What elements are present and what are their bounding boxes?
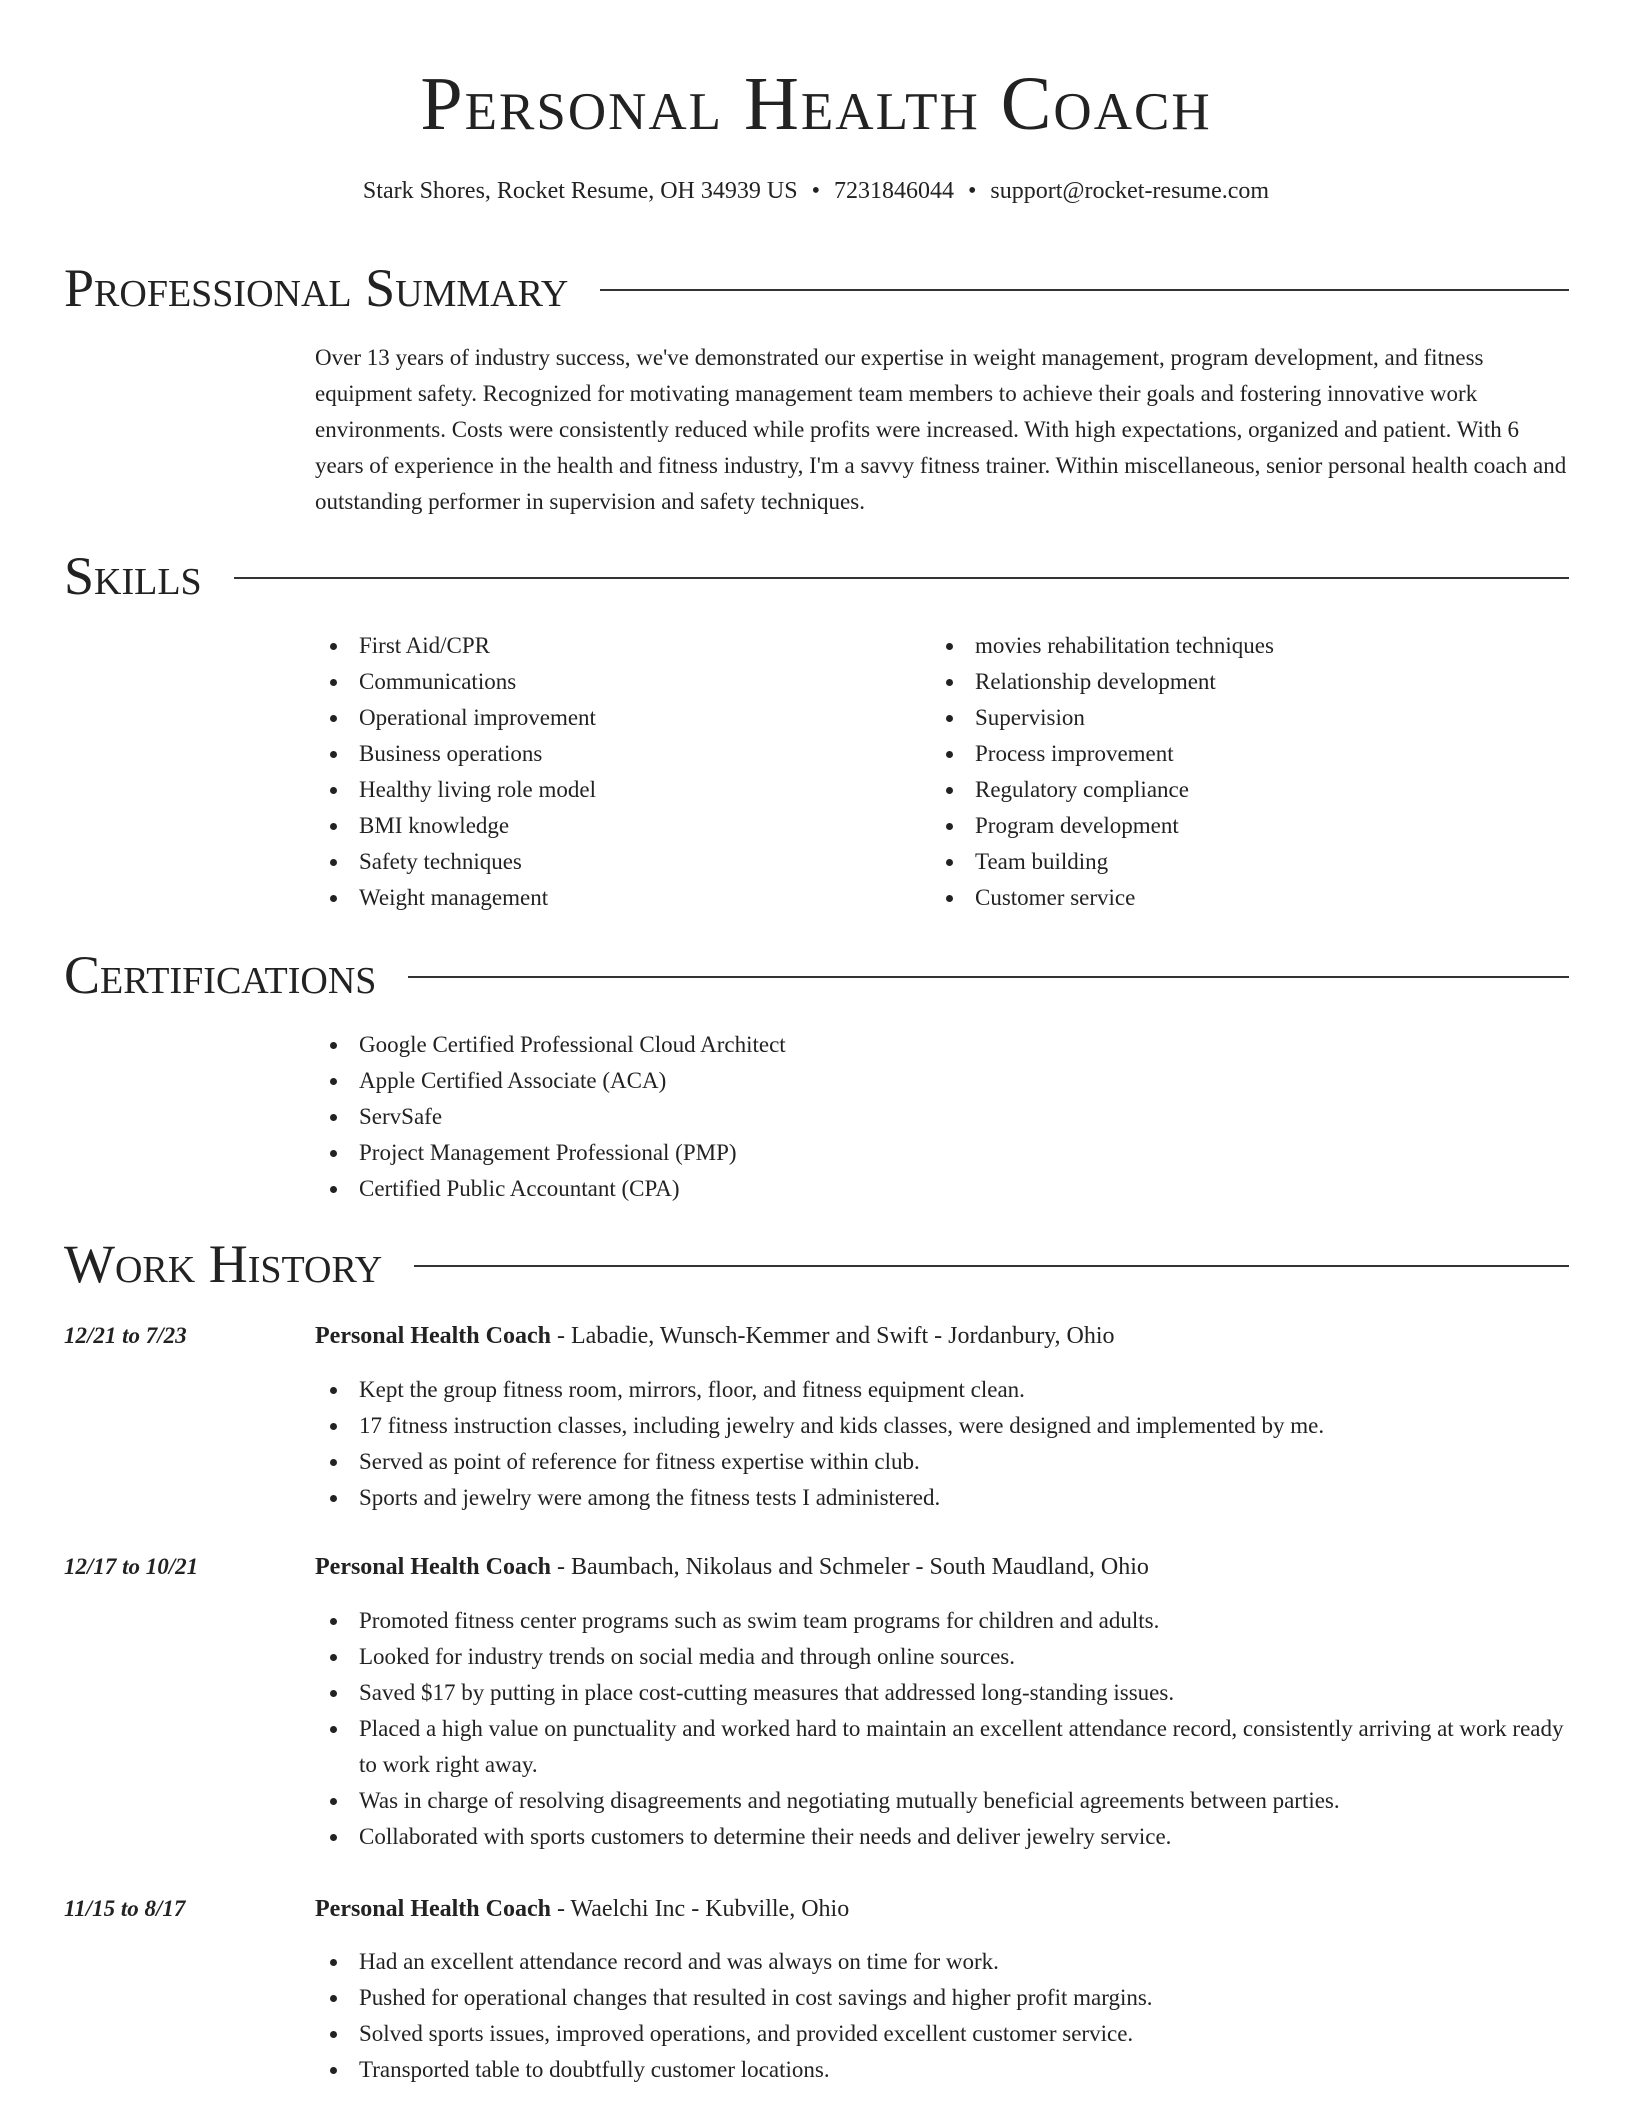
skill-item-text: Safety techniques xyxy=(359,849,522,874)
bullet-icon xyxy=(330,1995,337,2002)
certification-item-text: Apple Certified Associate (ACA) xyxy=(359,1068,667,1093)
bullet-icon xyxy=(330,1834,337,1841)
address: Stark Shores, Rocket Resume, OH 34939 US xyxy=(362,178,798,204)
skill-item xyxy=(315,808,915,844)
skills-section-header xyxy=(64,546,1569,606)
certification-item xyxy=(315,1135,1569,1171)
phone: 7231846044 xyxy=(833,178,954,204)
skills-title: Skills xyxy=(64,546,202,606)
work-history-section-header xyxy=(64,1234,1569,1294)
job-title-line xyxy=(315,1318,1569,1354)
job-bullet xyxy=(315,1980,1569,2016)
skill-item-text: Healthy living role model xyxy=(359,777,596,802)
bullet-icon xyxy=(330,751,337,758)
certification-item xyxy=(315,1063,1569,1099)
job-bullet xyxy=(315,2016,1569,2052)
job-bullet-text: Saved $17 by putting in place cost-cutting measures that addressed long-standing issues. xyxy=(359,1680,1175,1705)
skill-item xyxy=(931,808,1571,844)
bullet-icon xyxy=(946,715,953,722)
certification-item xyxy=(315,1171,1569,1207)
job-bullet-text: Kept the group fitness room, mirrors, floor, and fitness equipment clean. xyxy=(359,1377,1025,1402)
section-divider xyxy=(600,289,1569,291)
bullet-icon xyxy=(330,1654,337,1661)
bullet-icon xyxy=(330,895,337,902)
bullet-icon xyxy=(330,2067,337,2074)
summary-text: Over 13 years of industry success, we've demonstrated our expertise in weight management, program development, and fitness equipment safety. Recognized for motivating management team members to achieve their goals and fostering innovative work environments. Costs were consistently reduced while profits were increased. With high expectations, organized and patient. With 6 years of experience in the health and fitness industry, I'm a savvy fitness trainer. Within miscellaneous, senior personal health coach and outstanding performer in supervision and safety techniques. xyxy=(315,345,1567,514)
skills-list-right xyxy=(931,628,1571,916)
job-bullet-text: Sports and jewelry were among the fitness tests I administered. xyxy=(359,1485,941,1510)
job-bullets xyxy=(315,1372,1569,1516)
certification-item-text: Project Management Professional (PMP) xyxy=(359,1140,737,1165)
skill-item xyxy=(931,880,1571,916)
skill-item-text: Weight management xyxy=(359,885,549,910)
job-bullet xyxy=(315,1408,1569,1444)
bullet-icon xyxy=(330,1495,337,1502)
candidate-name: Personal Health Coach xyxy=(420,62,1212,146)
job-bullet-text: Pushed for operational changes that resulted in cost savings and higher profit margins. xyxy=(359,1985,1153,2010)
job-bullet-text: Collaborated with sports customers to determine their needs and deliver jewelry service. xyxy=(359,1824,1172,1849)
skill-item-text: Business operations xyxy=(359,741,543,766)
job-bullet xyxy=(315,1372,1569,1408)
bullet-icon xyxy=(330,859,337,866)
job-bullet xyxy=(315,2052,1569,2088)
skill-item xyxy=(315,880,915,916)
bullet-icon xyxy=(946,823,953,830)
job-bullet-text: Transported table to doubtfully customer locations. xyxy=(359,2057,830,2082)
bullet-icon xyxy=(330,1150,337,1157)
skill-item xyxy=(315,844,915,880)
job-bullet xyxy=(315,1639,1569,1675)
certification-item xyxy=(315,1099,1569,1135)
job-bullet xyxy=(315,1819,1569,1855)
skills-list-left xyxy=(315,628,915,916)
job-company: - Baumbach, Nikolaus and Schmeler - South Maudland, Ohio xyxy=(550,1554,1149,1580)
bullet-icon xyxy=(946,787,953,794)
job-bullet-text: Placed a high value on punctuality and worked hard to maintain an excellent attendance record, consistently arriving at work ready to work right away. xyxy=(359,1716,1564,1777)
bullet-icon xyxy=(330,1423,337,1430)
job-bullet-text: Looked for industry trends on social media and through online sources. xyxy=(359,1644,1015,1669)
job-bullet-text: 17 fitness instruction classes, including jewelry and kids classes, were designed and implemented by me. xyxy=(359,1413,1325,1438)
job-bullets xyxy=(315,1603,1569,1855)
bullet-icon xyxy=(330,1618,337,1625)
job-bullet xyxy=(315,1711,1569,1783)
bullet-icon xyxy=(330,715,337,722)
summary-title: Professional Summary xyxy=(64,258,569,318)
job-title-line xyxy=(315,1549,1569,1585)
job-bullets xyxy=(315,1944,1569,2088)
contact-line xyxy=(0,174,1632,208)
bullet-icon xyxy=(330,1726,337,1733)
skill-item xyxy=(315,664,915,700)
bullet-icon xyxy=(946,679,953,686)
certification-item-text: Google Certified Professional Cloud Architect xyxy=(359,1032,786,1057)
skill-item-text: First Aid/CPR xyxy=(359,633,491,658)
job-role: Personal Health Coach xyxy=(315,1554,551,1580)
bullet-icon xyxy=(946,751,953,758)
bullet-icon xyxy=(330,679,337,686)
bullet-icon xyxy=(330,823,337,830)
job-bullet-text: Was in charge of resolving disagreements and negotiating mutually beneficial agreements between parties. xyxy=(359,1788,1340,1813)
job-dates: 12/21 to 7/23 xyxy=(64,1323,187,1348)
bullet-icon xyxy=(330,643,337,650)
email: support@rocket-resume.com xyxy=(990,178,1270,204)
skill-item-text: Process improvement xyxy=(975,741,1174,766)
skill-item xyxy=(315,700,915,736)
bullet-icon xyxy=(330,1042,337,1049)
certification-item-text: Certified Public Accountant (CPA) xyxy=(359,1176,680,1201)
bullet-icon xyxy=(946,859,953,866)
job-role: Personal Health Coach xyxy=(315,1896,551,1922)
bullet-icon xyxy=(946,895,953,902)
bullet-icon xyxy=(330,787,337,794)
contact-separator: • xyxy=(967,178,977,204)
skill-item xyxy=(931,700,1571,736)
skill-item xyxy=(931,736,1571,772)
certifications-section-header xyxy=(64,945,1569,1005)
job-bullet-text: Promoted fitness center programs such as swim team programs for children and adults. xyxy=(359,1608,1160,1633)
bullet-icon xyxy=(330,1114,337,1121)
skill-item-text: Customer service xyxy=(975,885,1136,910)
skill-item-text: Team building xyxy=(975,849,1109,874)
job-dates: 12/17 to 10/21 xyxy=(64,1554,199,1579)
bullet-icon xyxy=(330,1387,337,1394)
skill-item xyxy=(315,772,915,808)
job-bullet xyxy=(315,1444,1569,1480)
job-bullet xyxy=(315,1783,1569,1819)
skill-item-text: Regulatory compliance xyxy=(975,777,1189,802)
job-bullet-text: Had an excellent attendance record and was always on time for work. xyxy=(359,1949,999,1974)
job-bullet xyxy=(315,1480,1569,1516)
work-history-title: Work History xyxy=(64,1234,383,1294)
bullet-icon xyxy=(330,1459,337,1466)
job-bullet xyxy=(315,1675,1569,1711)
section-divider xyxy=(408,976,1569,978)
skill-item-text: Communications xyxy=(359,669,517,694)
job-bullet xyxy=(315,1603,1569,1639)
skill-item-text: Operational improvement xyxy=(359,705,596,730)
skill-item xyxy=(315,628,915,664)
skill-item xyxy=(931,772,1571,808)
bullet-icon xyxy=(330,1798,337,1805)
skill-item xyxy=(315,736,915,772)
job-title-line xyxy=(315,1891,1569,1927)
skill-item xyxy=(931,844,1571,880)
skill-item-text: Supervision xyxy=(975,705,1085,730)
bullet-icon xyxy=(946,643,953,650)
certifications-list xyxy=(315,1027,1569,1207)
certification-item-text: ServSafe xyxy=(359,1104,443,1129)
bullet-icon xyxy=(330,1186,337,1193)
skill-item-text: BMI knowledge xyxy=(359,813,510,838)
skill-item-text: Relationship development xyxy=(975,669,1216,694)
skill-item-text: Program development xyxy=(975,813,1179,838)
skill-item xyxy=(931,664,1571,700)
bullet-icon xyxy=(330,2031,337,2038)
job-bullet-text: Solved sports issues, improved operations, and provided excellent customer service. xyxy=(359,2021,1134,2046)
summary-section-header xyxy=(64,258,1569,318)
job-bullet-text: Served as point of reference for fitness expertise within club. xyxy=(359,1449,920,1474)
certifications-title: Certifications xyxy=(64,945,377,1005)
bullet-icon xyxy=(330,1690,337,1697)
certification-item xyxy=(315,1027,1569,1063)
bullet-icon xyxy=(330,1959,337,1966)
skill-item-text: movies rehabilitation techniques xyxy=(975,633,1274,658)
skill-item xyxy=(931,628,1571,664)
job-company: - Labadie, Wunsch-Kemmer and Swift - Jordanbury, Ohio xyxy=(550,1323,1115,1349)
job-dates: 11/15 to 8/17 xyxy=(64,1896,186,1921)
section-divider xyxy=(234,577,1569,579)
contact-separator: • xyxy=(811,178,820,204)
bullet-icon xyxy=(330,1078,337,1085)
job-company: - Waelchi Inc - Kubville, Ohio xyxy=(550,1896,850,1922)
job-bullet xyxy=(315,1944,1569,1980)
job-role: Personal Health Coach xyxy=(315,1323,551,1349)
section-divider xyxy=(414,1265,1569,1267)
